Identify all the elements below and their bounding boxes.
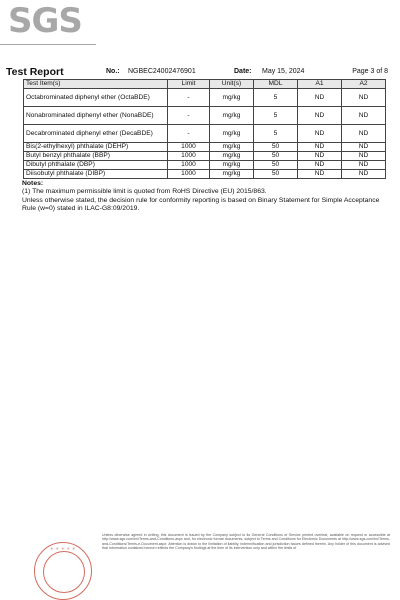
a2-result: ND [342, 107, 386, 125]
limit-cell: 1000 [168, 161, 210, 170]
a2-result: ND [342, 89, 386, 107]
table-row [24, 161, 386, 170]
a1-result: ND [298, 89, 342, 107]
unit-cell: mg/kg [210, 107, 254, 125]
table-header-row [24, 80, 386, 89]
report-title: Test Report [6, 66, 64, 78]
mdl-cell: 5 [254, 89, 298, 107]
table-row [24, 107, 386, 125]
test-item: Diisobutyl phthalate (DIBP) [24, 170, 168, 179]
test-item: Octabrominated diphenyl ether (OctaBDE) [24, 89, 168, 107]
mdl-cell: 50 [254, 170, 298, 179]
page-footer [0, 530, 400, 564]
test-item: Decabrominated diphenyl ether (DecaBDE) [24, 125, 168, 143]
limit-cell: - [168, 125, 210, 143]
report-date: May 15, 2024 [262, 68, 305, 75]
sgs-logo [0, 0, 96, 46]
unit-cell: mg/kg [210, 161, 254, 170]
limit-cell: 1000 [168, 143, 210, 152]
table-row [24, 125, 386, 143]
terms-fine-print: Unless otherwise agreed in writing, this document is issued by the Company subject to its General Conditions of Service printed overleaf, available on request or accessible at http://www.sgs.com/en/Terms-and-Conditions.aspx and, for electronic format documents, subject to Terms and Conditions for Electronic Documents at http://www.sgs.com/en/Terms-and-Conditions/Terms-e-Document.aspx. Attention is drawn to the limitation of liability, indemnification and jurisdiction issues defined therein. Any holder of this document is advised that information contained hereon reflects the Company's findings at the time of its intervention only and within the limits of [102, 533, 390, 550]
limit-cell: 1000 [168, 152, 210, 161]
a2-result: ND [342, 152, 386, 161]
decision-rule-note: Unless otherwise stated, the decision rule for conformity reporting is based on Binary Statement for Simple Acceptance Rule (w=0) stated in ILAC-G8:09/2019. [22, 196, 380, 213]
table-row [24, 89, 386, 107]
a1-result: ND [298, 170, 342, 179]
a1-result: ND [298, 152, 342, 161]
results-table [23, 79, 386, 179]
column-header-units: Unit(s) [210, 80, 254, 89]
logo-divider [0, 44, 96, 45]
column-header-a1: A1 [298, 80, 342, 89]
a1-result: ND [298, 143, 342, 152]
limit-cell: - [168, 107, 210, 125]
test-item: Butyl benzyl phthalate (BBP) [24, 152, 168, 161]
sgs-logo-text: SGS [8, 1, 82, 41]
column-header-a2: A2 [342, 80, 386, 89]
date-label: Date: [234, 68, 252, 75]
unit-cell: mg/kg [210, 89, 254, 107]
table-row [24, 170, 386, 179]
a2-result: ND [342, 125, 386, 143]
mdl-cell: 50 [254, 161, 298, 170]
mdl-cell: 5 [254, 125, 298, 143]
a2-result: ND [342, 161, 386, 170]
unit-cell: mg/kg [210, 170, 254, 179]
column-header-test-items: Test Item(s) [24, 80, 168, 89]
mdl-cell: 50 [254, 143, 298, 152]
page-number: Page 3 of 8 [352, 68, 388, 75]
a1-result: ND [298, 125, 342, 143]
a2-result: ND [342, 143, 386, 152]
a1-result: ND [298, 107, 342, 125]
unit-cell: mg/kg [210, 143, 254, 152]
table-row [24, 152, 386, 161]
seal-inner-ring [43, 551, 85, 593]
report-number: NGBEC24002476901 [128, 68, 196, 75]
mdl-cell: 5 [254, 107, 298, 125]
company-seal-stamp [34, 542, 92, 600]
column-header-limit: Limit [168, 80, 210, 89]
test-item: Bis(2-ethylhexyl) phthalate (DEHP) [24, 143, 168, 152]
a2-result: ND [342, 170, 386, 179]
note-line: (1) The maximum permissible limit is quoted from RoHS Directive (EU) 2015/863. [22, 188, 267, 196]
report-header [0, 66, 400, 80]
limit-cell: - [168, 89, 210, 107]
notes-title: Notes: [22, 180, 44, 187]
test-item: Nonabrominated diphenyl ether (NonaBDE) [24, 107, 168, 125]
report-number-label: No.: [106, 68, 120, 75]
notes-section [22, 180, 384, 214]
table-row [24, 143, 386, 152]
column-header-mdl: MDL [254, 80, 298, 89]
seal-ring-text: ✳ ✳ ✳ ✳ ✳ [50, 546, 76, 551]
mdl-cell: 50 [254, 152, 298, 161]
unit-cell: mg/kg [210, 152, 254, 161]
unit-cell: mg/kg [210, 125, 254, 143]
a1-result: ND [298, 161, 342, 170]
limit-cell: 1000 [168, 170, 210, 179]
test-item: Dibutyl phthalate (DBP) [24, 161, 168, 170]
